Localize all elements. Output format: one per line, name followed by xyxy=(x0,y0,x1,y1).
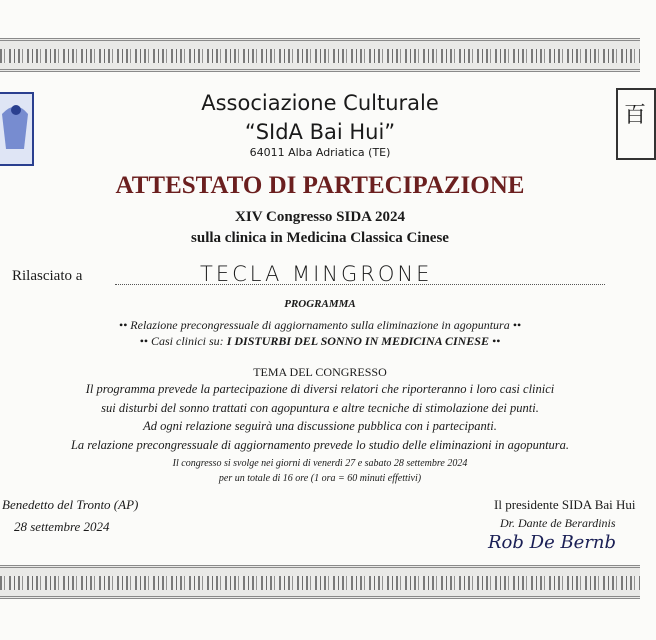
schedule-line: per un totale di 16 ore (1 ora = 60 minuti effettivi) xyxy=(218,473,422,484)
tema-line: sui disturbi del sonno trattati con agopuntura e altre tecniche di stimolazione dei punti. xyxy=(101,401,539,415)
schedule-line: Il congresso si svolge nei giorni di venerdì 27 e sabato 28 settembre 2024 xyxy=(172,458,468,469)
org-name: “SIdA Bai Hui” xyxy=(244,120,396,144)
congress-title: XIV Congresso SIDA 2024 xyxy=(235,209,405,225)
president-label: Il presidente SIDA Bai Hui xyxy=(494,497,636,512)
tema-heading: TEMA DEL CONGRESSO xyxy=(253,365,387,379)
org-title: Associazione Culturale xyxy=(201,91,439,115)
tema-line: La relazione precongressuale di aggiornamento prevede lo studio delle eliminazioni in agopuntura. xyxy=(70,438,570,452)
programma-item-2: •• Casi clinici su: I DISTURBI DEL SONNO IN MEDICINA CINESE •• xyxy=(139,334,501,348)
date: 28 settembre 2024 xyxy=(14,519,110,534)
chinese-character-logo: 百 xyxy=(616,88,656,160)
programma-item: •• Relazione precongressuale di aggiornamento sulla eliminazione in agopuntura •• xyxy=(118,318,522,332)
tema-line: Ad ogni relazione seguirà una discussione pubblica con i partecipanti. xyxy=(143,419,497,433)
congress-subtitle: sulla clinica in Medicina Classica Cinese xyxy=(191,230,449,246)
top-decorative-border xyxy=(0,38,640,72)
recipient-name: TECLA MINGRONE xyxy=(200,262,433,286)
signature: Rob De Bernb xyxy=(488,532,617,553)
programma-heading: PROGRAMMA xyxy=(284,298,356,310)
issued-to-label: Rilasciato a xyxy=(12,268,83,284)
president-name: Dr. Dante de Berardinis xyxy=(500,516,616,530)
bottom-decorative-border xyxy=(0,565,640,599)
tema-line: Il programma prevede la partecipazione di diversi relatori che riporteranno i loro casi clinici xyxy=(85,382,555,396)
certificate-title: ATTESTATO DI PARTECIPAZIONE xyxy=(115,172,525,199)
org-address: 64011 Alba Adriatica (TE) xyxy=(249,146,391,159)
place: Benedetto del Tronto (AP) xyxy=(2,497,139,512)
